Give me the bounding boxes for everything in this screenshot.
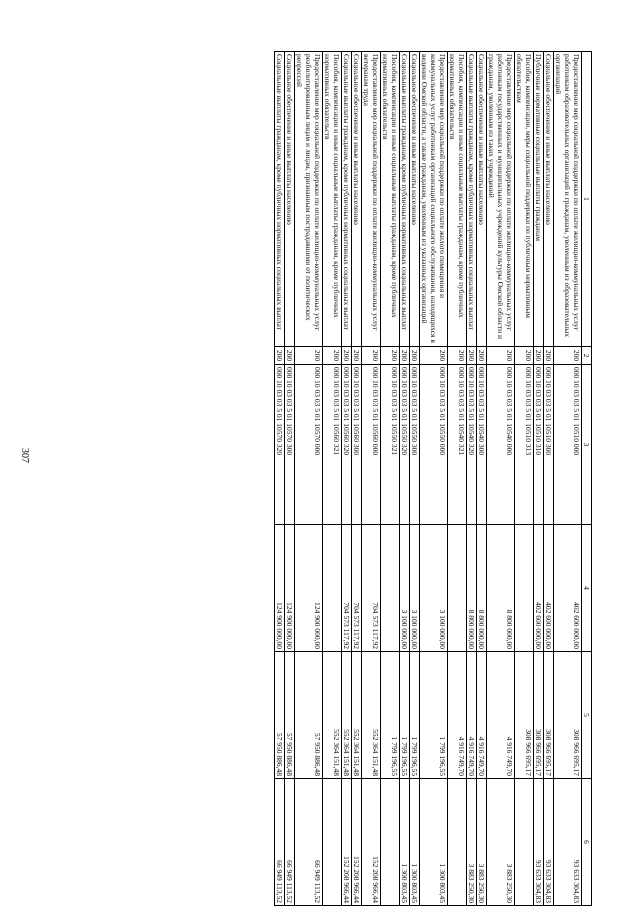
row-name-cell: Предоставление мер социальной поддержки по оплате жилищно-коммунальных услуг работникам образовательных организаций и гражданам, уволенным из образовательных организаций	[554, 52, 582, 347]
row-admin-cell: 200	[275, 347, 285, 365]
row-name-cell: Предоставление мер социальной поддержки по оплате жилищно-коммунальных услуг ветеранам труда	[362, 52, 381, 347]
row-exec-cell: 552 364 151,48	[323, 652, 342, 779]
row-exec-cell: 308 966 695,17	[544, 652, 554, 779]
row-rest-cell	[515, 779, 534, 906]
row-code-cell: 000 10 03 03 5 01 10540 321	[448, 365, 467, 525]
row-exec-cell: 1 799 196,55	[410, 652, 420, 779]
row-name-cell: Предоставление мер социальной поддержки по оплате жилищно-коммунальных услуг реабилитированным лицам и лицам, признанным пострадавшими от политических репрессий	[295, 52, 323, 347]
row-exec-cell: 308 966 695,17	[534, 652, 544, 779]
row-rest-cell: 66 949 113,52	[295, 779, 323, 906]
header-cell: 1	[582, 52, 592, 347]
row-plan-cell: 8 800 000,00	[487, 525, 515, 652]
header-cell: 2	[582, 347, 592, 365]
row-rest-cell: 3 883 250,30	[477, 779, 487, 906]
row-name-cell: Социальные выплаты гражданам, кроме публичных нормативных социальных выплат	[342, 52, 352, 347]
table-row	[295, 52, 323, 906]
row-rest-cell: 66 949 113,52	[275, 779, 285, 906]
row-rest-cell: 152 208 966,44	[342, 779, 352, 906]
table-row	[323, 52, 342, 906]
row-exec-cell: 4 916 749,70	[448, 652, 467, 779]
row-rest-cell: 152 208 966,44	[352, 779, 362, 906]
row-rest-cell: 93 633 304,83	[534, 779, 544, 906]
table-row	[362, 52, 381, 906]
table-row	[400, 52, 410, 906]
row-exec-cell: 4 916 749,70	[477, 652, 487, 779]
row-code-cell: 000 10 03 03 5 01 10560 000	[362, 365, 381, 525]
row-plan-cell: 704 573 117,92	[362, 525, 381, 652]
row-code-cell: 000 10 03 03 5 01 10540 320	[467, 365, 477, 525]
row-plan-cell	[381, 525, 400, 652]
row-exec-cell: 552 364 151,48	[362, 652, 381, 779]
row-code-cell: 000 10 03 03 5 01 10510 000	[554, 365, 582, 525]
row-admin-cell: 200	[448, 347, 467, 365]
table-row	[342, 52, 352, 906]
row-rest-cell	[323, 779, 342, 906]
row-name-cell: Социальные выплаты гражданам, кроме публичных нормативных социальных выплат	[275, 52, 285, 347]
header-cell: 5	[582, 652, 592, 779]
header-row	[582, 52, 592, 906]
row-rest-cell: 93 633 304,83	[554, 779, 582, 906]
row-code-cell: 000 10 03 03 5 01 10570 300	[285, 365, 295, 525]
row-name-cell: Социальное обеспечение и иные выплаты населению	[410, 52, 420, 347]
row-admin-cell: 200	[544, 347, 554, 365]
row-name-cell: Предоставление мер социальной поддержки по оплате жилого помещения и коммунальных услуг работникам организаций социального обслуживания, находящихся в ведении Омской области, а также гражданам, уволенным из указанных организаций	[420, 52, 448, 347]
table-row	[487, 52, 515, 906]
row-plan-cell: 704 573 117,92	[352, 525, 362, 652]
row-plan-cell	[515, 525, 534, 652]
header-cell: 3	[582, 365, 592, 525]
table-row	[410, 52, 420, 906]
table-row	[544, 52, 554, 906]
row-exec-cell: 1 799 196,55	[400, 652, 410, 779]
row-name-cell: Пособия, компенсации и иные социальные выплаты гражданам, кроме публичных нормативных обязательств	[323, 52, 342, 347]
row-rest-cell: 1 300 803,45	[420, 779, 448, 906]
row-admin-cell: 200	[381, 347, 400, 365]
table-row	[467, 52, 477, 906]
row-code-cell: 000 10 03 03 5 01 10560 320	[342, 365, 352, 525]
row-rest-cell: 1 300 803,45	[410, 779, 420, 906]
row-admin-cell: 200	[410, 347, 420, 365]
row-code-cell: 000 10 03 03 5 01 10510 313	[515, 365, 534, 525]
page-number: 307	[19, 448, 30, 463]
row-admin-cell: 200	[477, 347, 487, 365]
row-admin-cell: 200	[362, 347, 381, 365]
row-admin-cell: 200	[400, 347, 410, 365]
header-cell: 4	[582, 525, 592, 652]
row-name-cell: Социальное обеспечение и иные выплаты населению	[285, 52, 295, 347]
row-plan-cell: 124 900 000,00	[285, 525, 295, 652]
row-exec-cell: 1 799 196,55	[420, 652, 448, 779]
table-row	[534, 52, 544, 906]
row-rest-cell: 3 883 250,30	[467, 779, 477, 906]
row-exec-cell: 57 950 886,48	[295, 652, 323, 779]
row-exec-cell: 57 950 886,48	[275, 652, 285, 779]
row-admin-cell: 200	[323, 347, 342, 365]
row-name-cell: Публичные нормативные социальные выплаты гражданам	[534, 52, 544, 347]
table-row	[352, 52, 362, 906]
row-admin-cell: 200	[352, 347, 362, 365]
row-plan-cell	[448, 525, 467, 652]
row-name-cell: Социальное обеспечение и иные выплаты населению	[477, 52, 487, 347]
row-admin-cell: 200	[487, 347, 515, 365]
row-exec-cell: 4 916 749,70	[467, 652, 477, 779]
row-plan-cell: 3 100 000,00	[410, 525, 420, 652]
row-code-cell: 000 10 03 03 5 01 10550 320	[400, 365, 410, 525]
row-rest-cell: 152 208 966,44	[362, 779, 381, 906]
row-name-cell: Предоставление мер социальной поддержки по оплате жилищно-коммунальных услуг работникам государственных и муниципальных учреждений культуры Омской области и гражданам, уволенным из таких учреждений	[487, 52, 515, 347]
row-code-cell: 000 10 03 03 5 01 10560 300	[352, 365, 362, 525]
row-rest-cell	[448, 779, 467, 906]
row-name-cell: Социальные выплаты гражданам, кроме публичных нормативных социальных выплат	[400, 52, 410, 347]
table-row	[448, 52, 467, 906]
row-admin-cell: 200	[420, 347, 448, 365]
row-exec-cell: 1 799 196,55	[381, 652, 400, 779]
budget-table	[274, 51, 592, 906]
row-code-cell: 000 10 03 03 5 01 10510 300	[544, 365, 554, 525]
rotated-table-container	[274, 51, 592, 905]
row-plan-cell: 402 600 000,00	[554, 525, 582, 652]
row-plan-cell: 3 100 000,00	[420, 525, 448, 652]
row-plan-cell: 8 800 000,00	[467, 525, 477, 652]
table-row	[285, 52, 295, 906]
table-row	[477, 52, 487, 906]
table-row	[515, 52, 534, 906]
row-admin-cell: 200	[467, 347, 477, 365]
row-admin-cell: 200	[515, 347, 534, 365]
table-row	[275, 52, 285, 906]
row-admin-cell: 200	[295, 347, 323, 365]
table-row	[554, 52, 582, 906]
table-body	[275, 52, 582, 906]
row-rest-cell: 93 633 304,83	[544, 779, 554, 906]
row-plan-cell: 402 600 000,00	[534, 525, 544, 652]
row-rest-cell: 1 300 803,45	[400, 779, 410, 906]
row-plan-cell: 8 800 000,00	[477, 525, 487, 652]
row-admin-cell: 200	[285, 347, 295, 365]
row-exec-cell: 308 966 695,17	[554, 652, 582, 779]
row-plan-cell: 124 900 000,00	[295, 525, 323, 652]
row-rest-cell	[381, 779, 400, 906]
row-rest-cell: 3 883 250,30	[487, 779, 515, 906]
row-code-cell: 000 10 03 03 5 01 10570 320	[275, 365, 285, 525]
row-name-cell: Пособия, компенсации, меры социальной поддержки по публичным нормативным обязательствам	[515, 52, 534, 347]
row-name-cell: Пособия, компенсации и иные социальные выплаты гражданам, кроме публичных нормативных обязательств	[381, 52, 400, 347]
header-cell: 6	[582, 779, 592, 906]
row-code-cell: 000 10 03 03 5 01 10540 300	[477, 365, 487, 525]
row-plan-cell: 3 100 000,00	[400, 525, 410, 652]
row-rest-cell: 66 949 113,52	[285, 779, 295, 906]
row-name-cell: Пособия, компенсации и иные социальные выплаты гражданам, кроме публичных нормативных обязательств	[448, 52, 467, 347]
row-admin-cell: 200	[342, 347, 352, 365]
row-plan-cell: 704 573 117,92	[342, 525, 352, 652]
row-code-cell: 000 10 03 03 5 01 10550 300	[410, 365, 420, 525]
row-code-cell: 000 10 03 03 5 01 10560 321	[323, 365, 342, 525]
row-name-cell: Социальное обеспечение и иные выплаты населению	[352, 52, 362, 347]
row-code-cell: 000 10 03 03 5 01 10570 000	[295, 365, 323, 525]
row-code-cell: 000 10 03 03 5 01 10550 000	[420, 365, 448, 525]
row-plan-cell: 124 900 000,00	[275, 525, 285, 652]
row-name-cell: Социальные выплаты гражданам, кроме публичных нормативных социальных выплат	[467, 52, 477, 347]
row-exec-cell: 57 950 886,48	[285, 652, 295, 779]
row-plan-cell: 402 600 000,00	[544, 525, 554, 652]
row-code-cell: 000 10 03 03 5 01 10510 310	[534, 365, 544, 525]
table-row	[381, 52, 400, 906]
row-exec-cell: 552 364 151,48	[352, 652, 362, 779]
row-exec-cell: 308 966 695,17	[515, 652, 534, 779]
row-exec-cell: 552 364 151,48	[342, 652, 352, 779]
row-plan-cell	[323, 525, 342, 652]
table-row	[420, 52, 448, 906]
row-code-cell: 000 10 03 03 5 01 10550 321	[381, 365, 400, 525]
row-code-cell: 000 10 03 03 5 01 10540 000	[487, 365, 515, 525]
row-exec-cell: 4 916 749,70	[487, 652, 515, 779]
row-admin-cell: 200	[534, 347, 544, 365]
row-admin-cell: 200	[554, 347, 582, 365]
row-name-cell: Социальное обеспечение и иные выплаты населению	[544, 52, 554, 347]
